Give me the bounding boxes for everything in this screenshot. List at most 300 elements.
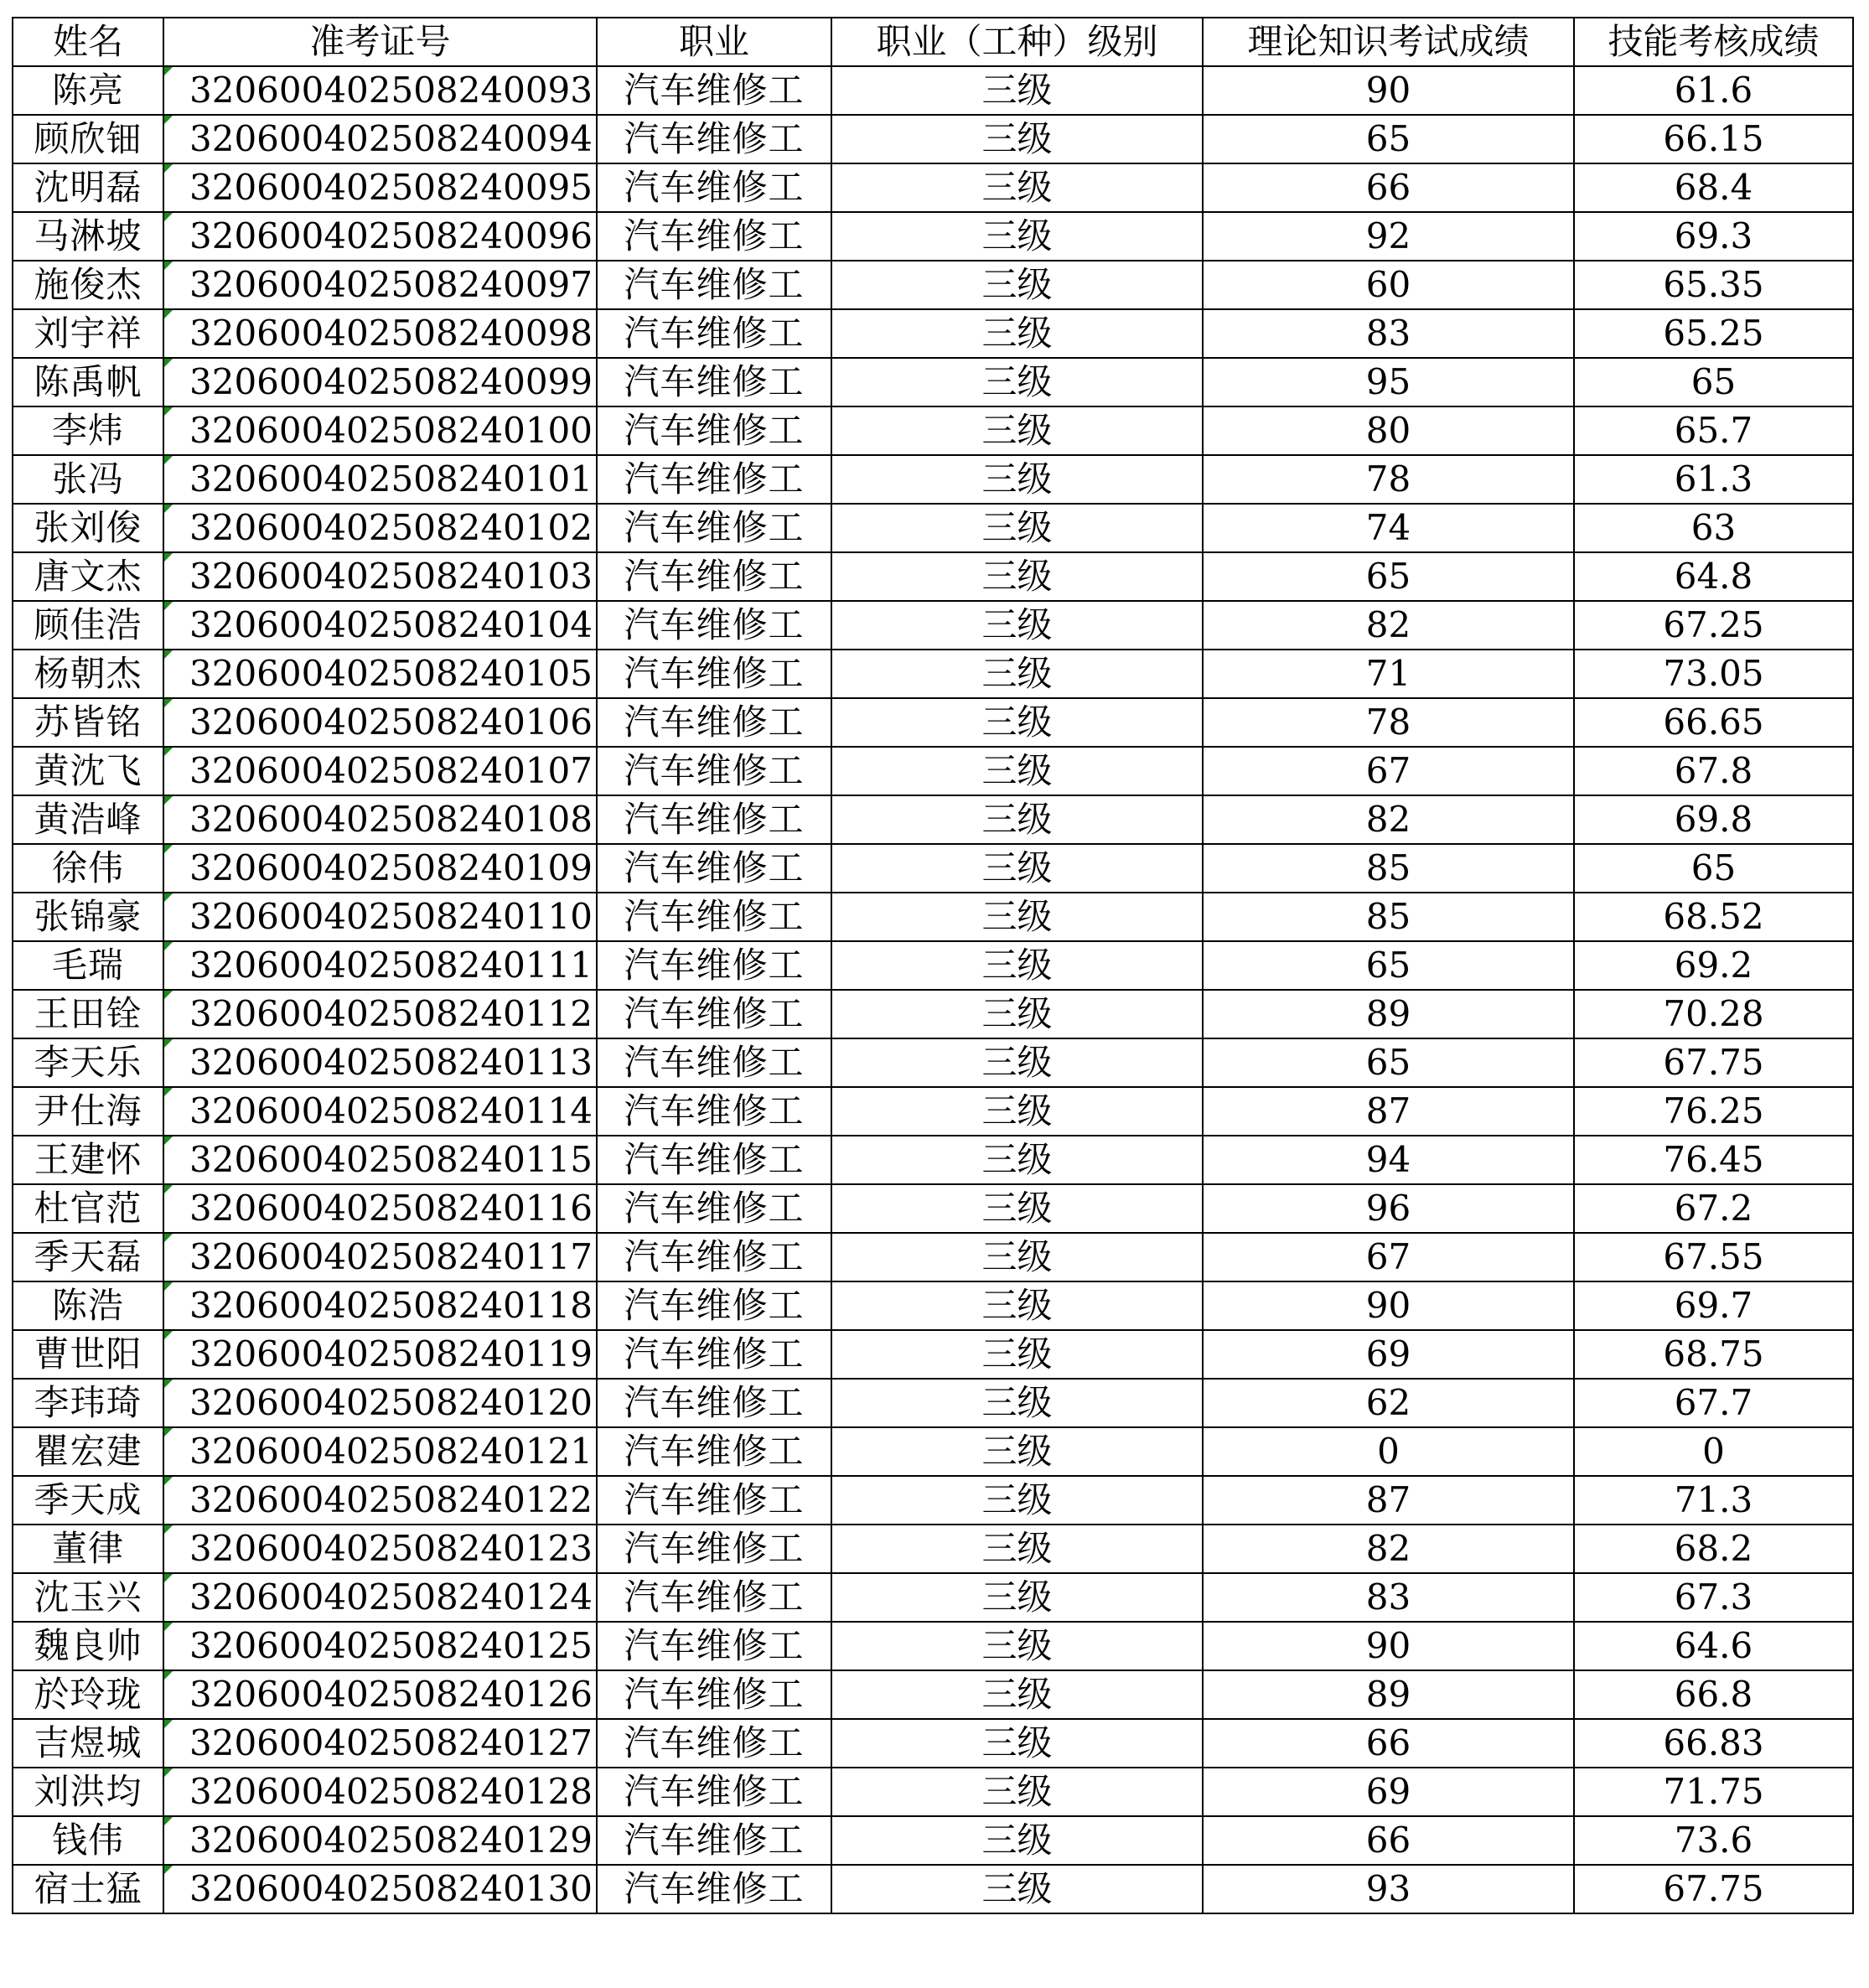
theory-score-cell[interactable]: 82 (1203, 795, 1574, 844)
level-cell[interactable]: 三级 (831, 1281, 1203, 1330)
skill-score-cell[interactable]: 65 (1574, 844, 1853, 893)
exam-id-text: 320600402508240117 (189, 1236, 593, 1277)
theory-score-cell[interactable]: 93 (1203, 1865, 1574, 1913)
text-format-marker-icon (164, 1671, 173, 1680)
skill-score-cell[interactable]: 68.75 (1574, 1330, 1853, 1379)
exam-id-cell[interactable] (163, 1427, 597, 1476)
theory-score-cell[interactable]: 67 (1203, 747, 1574, 795)
exam-id-text: 320600402508240096 (189, 215, 593, 256)
text-format-marker-icon (164, 1768, 173, 1777)
name-cell[interactable]: 陈浩 (13, 1281, 163, 1330)
skill-score-cell[interactable]: 66.15 (1574, 115, 1853, 163)
occupation-cell[interactable]: 汽车维修工 (597, 1573, 831, 1622)
skill-score-cell[interactable]: 61.6 (1574, 66, 1853, 115)
theory-score-cell[interactable]: 0 (1203, 1427, 1574, 1476)
theory-score-cell[interactable]: 80 (1203, 406, 1574, 455)
occupation-cell[interactable]: 汽车维修工 (597, 163, 831, 212)
occupation-cell[interactable]: 汽车维修工 (597, 1622, 831, 1670)
level-cell[interactable]: 三级 (831, 66, 1203, 115)
exam-id-text: 320600402508240128 (189, 1771, 593, 1812)
exam-id-cell[interactable] (163, 650, 597, 698)
col-header-level[interactable]: 职业（工种）级别 (831, 18, 1203, 66)
exam-id-cell[interactable] (163, 844, 597, 893)
exam-id-text: 320600402508240095 (189, 167, 593, 208)
name-cell[interactable]: 王田铨 (13, 990, 163, 1038)
exam-id-cell[interactable] (163, 1768, 597, 1816)
level-cell[interactable]: 三级 (831, 504, 1203, 552)
exam-id-cell[interactable] (163, 1330, 597, 1379)
theory-score-cell[interactable]: 87 (1203, 1087, 1574, 1136)
level-cell[interactable]: 三级 (831, 1427, 1203, 1476)
skill-score-cell[interactable]: 66.65 (1574, 698, 1853, 747)
text-format-marker-icon (164, 845, 173, 853)
table-row (13, 1525, 1853, 1573)
theory-score-cell[interactable]: 65 (1203, 552, 1574, 601)
name-cell[interactable]: 杜官范 (13, 1184, 163, 1233)
occupation-cell[interactable]: 汽车维修工 (597, 1816, 831, 1865)
exam-id-cell[interactable] (163, 212, 597, 261)
skill-score-cell[interactable]: 63 (1574, 504, 1853, 552)
name-cell[interactable]: 吉煜城 (13, 1719, 163, 1768)
exam-id-cell[interactable] (163, 1087, 597, 1136)
occupation-cell[interactable]: 汽车维修工 (597, 1768, 831, 1816)
exam-id-cell[interactable] (163, 163, 597, 212)
occupation-cell[interactable]: 汽车维修工 (597, 795, 831, 844)
occupation-cell[interactable]: 汽车维修工 (597, 1281, 831, 1330)
exam-id-text: 320600402508240125 (189, 1625, 593, 1666)
level-cell[interactable]: 三级 (831, 1330, 1203, 1379)
occupation-cell[interactable]: 汽车维修工 (597, 1136, 831, 1184)
table-row (13, 1038, 1853, 1087)
occupation-cell[interactable]: 汽车维修工 (597, 1184, 831, 1233)
theory-score-cell[interactable]: 82 (1203, 601, 1574, 650)
text-format-marker-icon (164, 359, 173, 367)
table-row (13, 844, 1853, 893)
table-row (13, 66, 1853, 115)
occupation-cell[interactable]: 汽车维修工 (597, 212, 831, 261)
name-cell[interactable]: 宿士猛 (13, 1865, 163, 1913)
level-cell[interactable]: 三级 (831, 309, 1203, 358)
theory-score-cell[interactable]: 62 (1203, 1379, 1574, 1427)
theory-score-cell[interactable]: 65 (1203, 941, 1574, 990)
exam-id-cell[interactable] (163, 66, 597, 115)
name-cell[interactable]: 曹世阳 (13, 1330, 163, 1379)
skill-score-cell[interactable]: 67.55 (1574, 1233, 1853, 1281)
name-cell[interactable]: 黄浩峰 (13, 795, 163, 844)
level-cell[interactable]: 三级 (831, 990, 1203, 1038)
level-cell[interactable]: 三级 (831, 1816, 1203, 1865)
level-cell[interactable]: 三级 (831, 1233, 1203, 1281)
name-cell[interactable]: 沈明磊 (13, 163, 163, 212)
name-cell[interactable]: 刘洪均 (13, 1768, 163, 1816)
level-cell[interactable]: 三级 (831, 1379, 1203, 1427)
table-row (13, 212, 1853, 261)
exam-id-cell[interactable] (163, 115, 597, 163)
exam-id-cell[interactable] (163, 1865, 597, 1913)
theory-score-cell[interactable]: 83 (1203, 309, 1574, 358)
exam-id-text: 320600402508240114 (189, 1090, 593, 1131)
table-row (13, 1136, 1853, 1184)
level-cell[interactable]: 三级 (831, 1768, 1203, 1816)
exam-id-text: 320600402508240129 (189, 1820, 593, 1861)
level-cell[interactable]: 三级 (831, 844, 1203, 893)
skill-score-cell[interactable]: 69.2 (1574, 941, 1853, 990)
skill-score-cell[interactable]: 66.83 (1574, 1719, 1853, 1768)
table-row (13, 504, 1853, 552)
text-format-marker-icon (164, 942, 173, 950)
theory-score-cell[interactable]: 90 (1203, 66, 1574, 115)
col-header-name[interactable]: 姓名 (13, 18, 163, 66)
skill-score-cell[interactable]: 65 (1574, 358, 1853, 406)
name-cell[interactable]: 陈禹帆 (13, 358, 163, 406)
occupation-cell[interactable]: 汽车维修工 (597, 1038, 831, 1087)
table-row (13, 1379, 1853, 1427)
name-cell[interactable]: 陈亮 (13, 66, 163, 115)
occupation-cell[interactable]: 汽车维修工 (597, 1476, 831, 1525)
level-cell[interactable]: 三级 (831, 1525, 1203, 1573)
occupation-cell[interactable]: 汽车维修工 (597, 650, 831, 698)
name-cell[interactable]: 王建怀 (13, 1136, 163, 1184)
exam-id-cell[interactable] (163, 893, 597, 941)
name-cell[interactable]: 尹仕海 (13, 1087, 163, 1136)
level-cell[interactable]: 三级 (831, 1038, 1203, 1087)
skill-score-cell[interactable]: 65.25 (1574, 309, 1853, 358)
theory-score-cell[interactable]: 82 (1203, 1525, 1574, 1573)
text-format-marker-icon (164, 650, 173, 659)
exam-id-cell[interactable] (163, 747, 597, 795)
level-cell[interactable]: 三级 (831, 941, 1203, 990)
skill-score-cell[interactable]: 67.8 (1574, 747, 1853, 795)
theory-score-cell[interactable]: 69 (1203, 1330, 1574, 1379)
name-cell[interactable]: 钱伟 (13, 1816, 163, 1865)
name-cell[interactable]: 黄沈飞 (13, 747, 163, 795)
occupation-cell[interactable]: 汽车维修工 (597, 1379, 831, 1427)
name-cell[interactable]: 李玮琦 (13, 1379, 163, 1427)
exam-id-text: 320600402508240113 (189, 1042, 593, 1083)
text-format-marker-icon (164, 1282, 173, 1291)
level-cell[interactable]: 三级 (831, 1719, 1203, 1768)
name-cell[interactable]: 顾佳浩 (13, 601, 163, 650)
skill-score-cell[interactable]: 73.05 (1574, 650, 1853, 698)
theory-score-cell[interactable]: 90 (1203, 1622, 1574, 1670)
name-cell[interactable]: 刘宇祥 (13, 309, 163, 358)
name-cell[interactable]: 张刘俊 (13, 504, 163, 552)
skill-score-cell[interactable]: 61.3 (1574, 455, 1853, 504)
occupation-cell[interactable]: 汽车维修工 (597, 1233, 831, 1281)
exam-id-cell[interactable] (163, 1038, 597, 1087)
level-cell[interactable]: 三级 (831, 212, 1203, 261)
exam-id-text: 320600402508240093 (189, 70, 593, 111)
skill-score-cell[interactable]: 67.7 (1574, 1379, 1853, 1427)
table-row (13, 990, 1853, 1038)
exam-id-text: 320600402508240126 (189, 1674, 593, 1715)
occupation-cell[interactable]: 汽车维修工 (597, 406, 831, 455)
level-cell[interactable]: 三级 (831, 358, 1203, 406)
exam-id-cell[interactable] (163, 1670, 597, 1719)
level-cell[interactable]: 三级 (831, 1573, 1203, 1622)
level-cell[interactable]: 三级 (831, 893, 1203, 941)
exam-id-cell[interactable] (163, 1136, 597, 1184)
exam-id-cell[interactable] (163, 504, 597, 552)
occupation-cell[interactable]: 汽车维修工 (597, 552, 831, 601)
skill-score-cell[interactable]: 69.3 (1574, 212, 1853, 261)
theory-score-cell[interactable]: 85 (1203, 844, 1574, 893)
name-cell[interactable]: 苏皆铭 (13, 698, 163, 747)
exam-id-cell[interactable] (163, 990, 597, 1038)
table-row (13, 1233, 1853, 1281)
occupation-cell[interactable]: 汽车维修工 (597, 1427, 831, 1476)
name-cell[interactable]: 李天乐 (13, 1038, 163, 1087)
theory-score-cell[interactable]: 95 (1203, 358, 1574, 406)
skill-score-cell[interactable]: 64.8 (1574, 552, 1853, 601)
theory-score-cell[interactable]: 92 (1203, 212, 1574, 261)
occupation-cell[interactable]: 汽车维修工 (597, 747, 831, 795)
exam-id-text: 320600402508240121 (189, 1431, 593, 1472)
name-cell[interactable]: 杨朝杰 (13, 650, 163, 698)
name-cell[interactable]: 魏良帅 (13, 1622, 163, 1670)
text-format-marker-icon (164, 1331, 173, 1339)
occupation-cell[interactable]: 汽车维修工 (597, 66, 831, 115)
skill-score-cell[interactable]: 67.3 (1574, 1573, 1853, 1622)
exam-id-cell[interactable] (163, 941, 597, 990)
exam-id-text: 320600402508240107 (189, 750, 593, 791)
level-cell[interactable]: 三级 (831, 1865, 1203, 1913)
col-header-theory-score[interactable]: 理论知识考试成绩 (1203, 18, 1574, 66)
level-cell[interactable]: 三级 (831, 1136, 1203, 1184)
text-format-marker-icon (164, 1380, 173, 1388)
name-cell[interactable]: 张冯 (13, 455, 163, 504)
table-row (13, 650, 1853, 698)
exam-id-cell[interactable] (163, 261, 597, 309)
theory-score-cell[interactable]: 60 (1203, 261, 1574, 309)
skill-score-cell[interactable]: 70.28 (1574, 990, 1853, 1038)
table-row (13, 115, 1853, 163)
name-cell[interactable]: 张锦豪 (13, 893, 163, 941)
table-row (13, 1573, 1853, 1622)
occupation-cell[interactable]: 汽车维修工 (597, 990, 831, 1038)
text-format-marker-icon (164, 1866, 173, 1874)
skill-score-cell[interactable]: 65.7 (1574, 406, 1853, 455)
name-cell[interactable]: 沈玉兴 (13, 1573, 163, 1622)
theory-score-cell[interactable]: 89 (1203, 990, 1574, 1038)
theory-score-cell[interactable]: 96 (1203, 1184, 1574, 1233)
name-cell[interactable]: 施俊杰 (13, 261, 163, 309)
level-cell[interactable]: 三级 (831, 552, 1203, 601)
skill-score-cell[interactable]: 69.8 (1574, 795, 1853, 844)
level-cell[interactable]: 三级 (831, 163, 1203, 212)
exam-id-cell[interactable] (163, 1525, 597, 1573)
exam-id-cell[interactable] (163, 1281, 597, 1330)
occupation-cell[interactable]: 汽车维修工 (597, 1525, 831, 1573)
occupation-cell[interactable]: 汽车维修工 (597, 1670, 831, 1719)
level-cell[interactable]: 三级 (831, 1184, 1203, 1233)
theory-score-cell[interactable]: 85 (1203, 893, 1574, 941)
skill-score-cell[interactable]: 76.25 (1574, 1087, 1853, 1136)
occupation-cell[interactable]: 汽车维修工 (597, 1719, 831, 1768)
text-format-marker-icon (164, 553, 173, 562)
text-format-marker-icon (164, 1817, 173, 1825)
exam-id-text: 320600402508240123 (189, 1528, 593, 1569)
occupation-cell[interactable]: 汽车维修工 (597, 455, 831, 504)
level-cell[interactable]: 三级 (831, 1087, 1203, 1136)
text-format-marker-icon (164, 1428, 173, 1437)
exam-id-text: 320600402508240112 (189, 993, 593, 1034)
skill-score-cell[interactable]: 0 (1574, 1427, 1853, 1476)
exam-id-cell[interactable] (163, 1476, 597, 1525)
text-format-marker-icon (164, 164, 173, 173)
level-cell[interactable]: 三级 (831, 115, 1203, 163)
name-cell[interactable]: 董律 (13, 1525, 163, 1573)
name-cell[interactable]: 徐伟 (13, 844, 163, 893)
table-row (13, 1330, 1853, 1379)
exam-id-cell[interactable] (163, 1816, 597, 1865)
exam-id-cell[interactable] (163, 1622, 597, 1670)
name-cell[interactable]: 李炜 (13, 406, 163, 455)
name-cell[interactable]: 瞿宏建 (13, 1427, 163, 1476)
text-format-marker-icon (164, 991, 173, 999)
skill-score-cell[interactable]: 64.6 (1574, 1622, 1853, 1670)
exam-id-cell[interactable] (163, 795, 597, 844)
skill-score-cell[interactable]: 67.2 (1574, 1184, 1853, 1233)
name-cell[interactable]: 毛瑞 (13, 941, 163, 990)
skill-score-cell[interactable]: 65.35 (1574, 261, 1853, 309)
exam-id-cell[interactable] (163, 309, 597, 358)
level-cell[interactable]: 三级 (831, 747, 1203, 795)
text-format-marker-icon (164, 1623, 173, 1631)
theory-score-cell[interactable]: 74 (1203, 504, 1574, 552)
skill-score-cell[interactable]: 67.25 (1574, 601, 1853, 650)
occupation-cell[interactable]: 汽车维修工 (597, 1865, 831, 1913)
exam-id-cell[interactable] (163, 698, 597, 747)
table-row (13, 1476, 1853, 1525)
skill-score-cell[interactable]: 68.2 (1574, 1525, 1853, 1573)
name-cell[interactable]: 顾欣钿 (13, 115, 163, 163)
skill-score-cell[interactable]: 68.4 (1574, 163, 1853, 212)
theory-score-cell[interactable]: 90 (1203, 1281, 1574, 1330)
level-cell[interactable]: 三级 (831, 650, 1203, 698)
col-header-skill-score[interactable]: 技能考核成绩 (1574, 18, 1853, 66)
theory-score-cell[interactable]: 67 (1203, 1233, 1574, 1281)
occupation-cell[interactable]: 汽车维修工 (597, 309, 831, 358)
theory-score-cell[interactable]: 89 (1203, 1670, 1574, 1719)
text-format-marker-icon (164, 505, 173, 513)
skill-score-cell[interactable]: 71.3 (1574, 1476, 1853, 1525)
exam-id-cell[interactable] (163, 1719, 597, 1768)
theory-score-cell[interactable]: 83 (1203, 1573, 1574, 1622)
exam-id-cell[interactable] (163, 406, 597, 455)
theory-score-cell[interactable]: 87 (1203, 1476, 1574, 1525)
name-cell[interactable]: 唐文杰 (13, 552, 163, 601)
occupation-cell[interactable]: 汽车维修工 (597, 261, 831, 309)
exam-id-text: 320600402508240102 (189, 507, 593, 548)
skill-score-cell[interactable]: 69.7 (1574, 1281, 1853, 1330)
occupation-cell[interactable]: 汽车维修工 (597, 1330, 831, 1379)
col-header-exam-id[interactable]: 准考证号 (163, 18, 597, 66)
exam-id-text: 320600402508240109 (189, 847, 593, 888)
skill-score-cell[interactable]: 76.45 (1574, 1136, 1853, 1184)
name-cell[interactable]: 於玲珑 (13, 1670, 163, 1719)
text-format-marker-icon (164, 699, 173, 707)
occupation-cell[interactable]: 汽车维修工 (597, 1087, 831, 1136)
exam-id-cell[interactable] (163, 1233, 597, 1281)
exam-id-cell[interactable] (163, 601, 597, 650)
occupation-cell[interactable]: 汽车维修工 (597, 358, 831, 406)
level-cell[interactable]: 三级 (831, 455, 1203, 504)
theory-score-cell[interactable]: 78 (1203, 455, 1574, 504)
exam-id-cell[interactable] (163, 1184, 597, 1233)
exam-id-cell[interactable] (163, 1573, 597, 1622)
theory-score-cell[interactable]: 65 (1203, 1038, 1574, 1087)
theory-score-cell[interactable]: 66 (1203, 163, 1574, 212)
occupation-cell[interactable]: 汽车维修工 (597, 844, 831, 893)
exam-id-text: 320600402508240103 (189, 556, 593, 597)
skill-score-cell[interactable]: 67.75 (1574, 1038, 1853, 1087)
exam-id-text: 320600402508240098 (189, 313, 593, 354)
exam-id-cell[interactable] (163, 455, 597, 504)
exam-id-cell[interactable] (163, 358, 597, 406)
skill-score-cell[interactable]: 71.75 (1574, 1768, 1853, 1816)
exam-id-text: 320600402508240124 (189, 1576, 593, 1618)
text-format-marker-icon (164, 602, 173, 610)
table-row (13, 1865, 1853, 1913)
theory-score-cell[interactable]: 66 (1203, 1816, 1574, 1865)
table-row (13, 163, 1853, 212)
text-format-marker-icon (164, 1477, 173, 1485)
skill-score-cell[interactable]: 68.52 (1574, 893, 1853, 941)
level-cell[interactable]: 三级 (831, 795, 1203, 844)
occupation-cell[interactable]: 汽车维修工 (597, 698, 831, 747)
level-cell[interactable]: 三级 (831, 601, 1203, 650)
level-cell[interactable]: 三级 (831, 698, 1203, 747)
text-format-marker-icon (164, 1574, 173, 1582)
skill-score-cell[interactable]: 66.8 (1574, 1670, 1853, 1719)
occupation-cell[interactable]: 汽车维修工 (597, 941, 831, 990)
theory-score-cell[interactable]: 78 (1203, 698, 1574, 747)
occupation-cell[interactable]: 汽车维修工 (597, 115, 831, 163)
text-format-marker-icon (164, 1088, 173, 1096)
level-cell[interactable]: 三级 (831, 1476, 1203, 1525)
skill-score-cell[interactable]: 73.6 (1574, 1816, 1853, 1865)
level-cell[interactable]: 三级 (831, 261, 1203, 309)
occupation-cell[interactable]: 汽车维修工 (597, 601, 831, 650)
level-cell[interactable]: 三级 (831, 1622, 1203, 1670)
table-row (13, 1087, 1853, 1136)
table-row (13, 309, 1853, 358)
table-row (13, 1622, 1853, 1670)
theory-score-cell[interactable]: 66 (1203, 1719, 1574, 1768)
text-format-marker-icon (164, 456, 173, 464)
col-header-occupation[interactable]: 职业 (597, 18, 831, 66)
text-format-marker-icon (164, 67, 173, 75)
theory-score-cell[interactable]: 69 (1203, 1768, 1574, 1816)
theory-score-cell[interactable]: 94 (1203, 1136, 1574, 1184)
exam-id-cell[interactable] (163, 1379, 597, 1427)
name-cell[interactable]: 季天磊 (13, 1233, 163, 1281)
table-row (13, 747, 1853, 795)
level-cell[interactable]: 三级 (831, 406, 1203, 455)
exam-id-text: 320600402508240118 (189, 1285, 593, 1326)
name-cell[interactable]: 马淋坡 (13, 212, 163, 261)
theory-score-cell[interactable]: 65 (1203, 115, 1574, 163)
level-cell[interactable]: 三级 (831, 1670, 1203, 1719)
occupation-cell[interactable]: 汽车维修工 (597, 504, 831, 552)
exam-id-cell[interactable] (163, 552, 597, 601)
skill-score-cell[interactable]: 67.75 (1574, 1865, 1853, 1913)
occupation-cell[interactable]: 汽车维修工 (597, 893, 831, 941)
theory-score-cell[interactable]: 71 (1203, 650, 1574, 698)
exam-id-text: 320600402508240120 (189, 1382, 593, 1423)
name-cell[interactable]: 季天成 (13, 1476, 163, 1525)
